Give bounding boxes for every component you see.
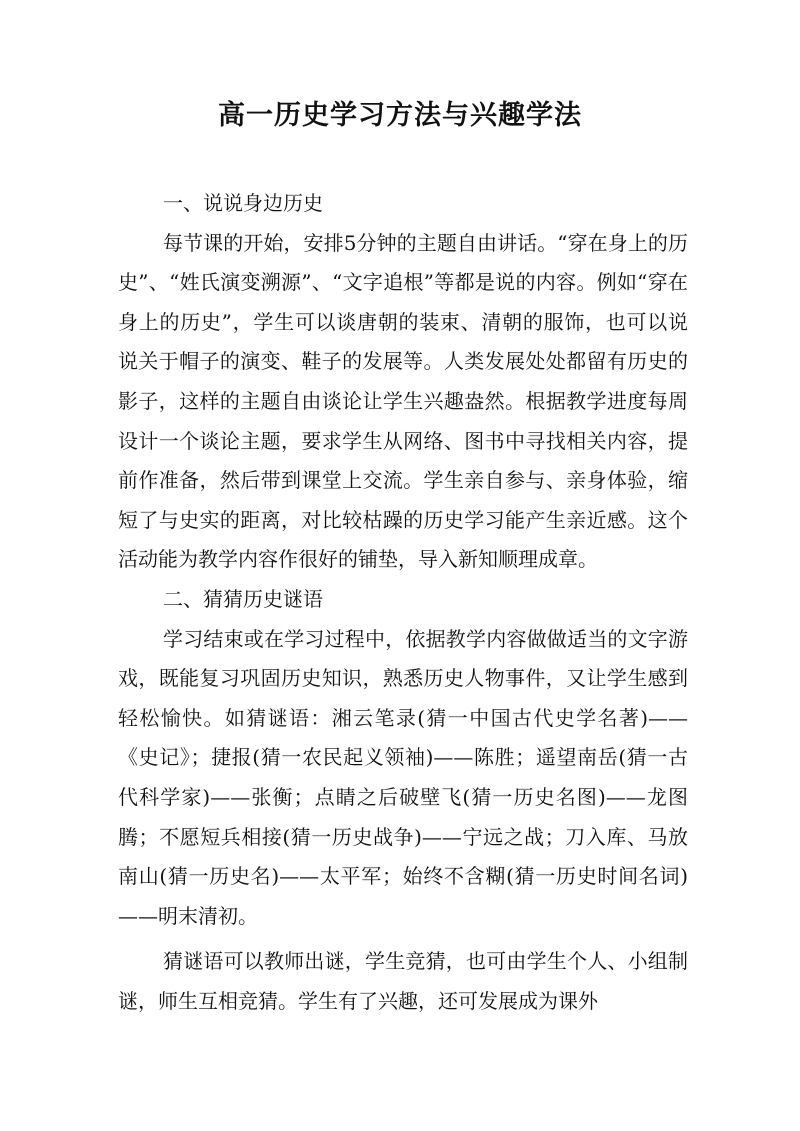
- section-2-paragraph-1: 学习结束或在学习过程中，依据教学内容做做适当的文字游戏，既能复习巩固历史知识，熟悉历史人物事件，又让学生感到轻松愉快。如猜谜语：湘云笔录(猜一中国古代史学名著)——《史记》；捷报(猜一农民起义领袖)——陈胜；遥望南岳(猜一古代科学家)——张衡；点睛之后破壁飞(猜一历史名图)——龙图腾；不愿短兵相接(猜一历史战争)——宁远之战；刀入库、马放南山(猜一历史名)——太平军；始终不含糊(猜一历史时间名词)——明末清初。: [118, 626, 688, 928]
- section-heading-1: 一、说说身边历史: [163, 191, 323, 215]
- section-1-paragraph-1: 每节课的开始，安排5分钟的主题自由讲话。“穿在身上的历史”、“姓氏演变溯源”、“文字追根”等都是说的内容。例如“穿在身上的历史”，学生可以谈唐朝的装束、清朝的服饰，也可以说说关于帽子的演变、鞋子的发展等。人类发展处处都留有历史的影子，这样的主题自由谈论让学生兴趣盎然。根据教学进度每周设计一个谈论主题，要求学生从网络、图书中寻找相关内容，提前作准备，然后带到课堂上交流。学生亲自参与、亲身体验，缩短了与史实的距离，对比较枯躁的历史学习能产生亲近感。这个活动能为教学内容作很好的铺垫，导入新知顺理成章。: [118, 230, 688, 572]
- section-2-paragraph-2: 猜谜语可以教师出谜，学生竞猜，也可由学生个人、小组制谜，师生互相竞猜。学生有了兴趣，还可发展成为课外: [118, 949, 688, 1013]
- document-title: 高一历史学习方法与兴趣学法: [218, 100, 582, 131]
- document-body: [118, 184, 688, 1021]
- section-heading-2: 二、猜猜历史谜语: [163, 586, 323, 611]
